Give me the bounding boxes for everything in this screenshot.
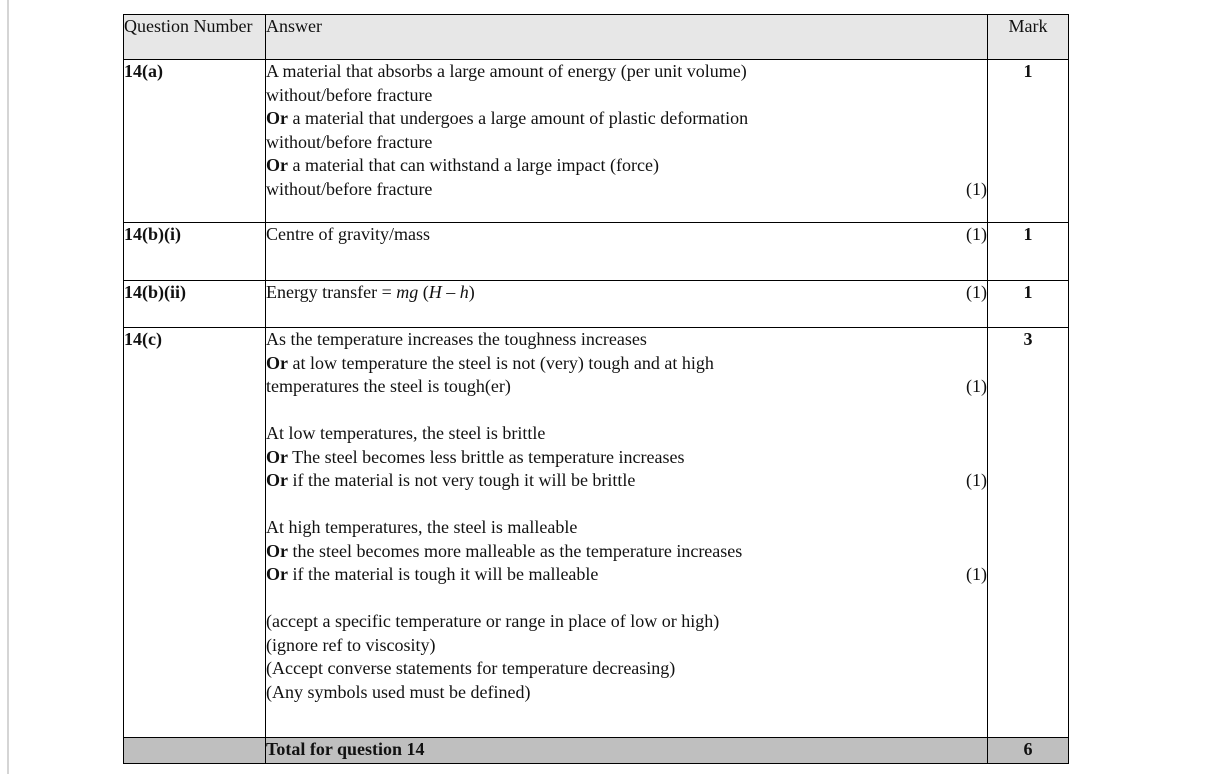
answer-line xyxy=(266,223,987,247)
answer-line xyxy=(266,540,987,564)
line-text: Or a material that can withstand a large impact (force) xyxy=(266,155,659,175)
point-marker: (1) xyxy=(966,178,987,199)
answer-cell xyxy=(266,328,988,738)
line-text: (accept a specific temperature or range in place of low or high) xyxy=(266,611,720,631)
header-answer: Answer xyxy=(266,15,988,60)
mark-cell: 3 xyxy=(988,328,1069,738)
header-question-number: Question Number xyxy=(124,15,266,60)
question-number-cell: 14(b)(i) xyxy=(124,223,266,281)
table-row-14bi xyxy=(124,223,1069,281)
answer-line xyxy=(266,681,987,705)
table-row-14bii xyxy=(124,281,1069,328)
formula-text: Energy transfer = mg (H – h) xyxy=(266,282,475,302)
answer-line xyxy=(266,422,987,446)
page-edge-line xyxy=(7,0,9,774)
answer-line xyxy=(266,469,987,493)
total-row xyxy=(124,738,1069,764)
line-text: without/before fracture xyxy=(266,178,433,199)
answer-line xyxy=(266,563,987,587)
answer-line xyxy=(266,178,987,202)
question-number-cell: 14(b)(ii) xyxy=(124,281,266,328)
answer-cell xyxy=(266,281,988,328)
answer-line xyxy=(266,516,987,540)
mark-cell: 1 xyxy=(988,281,1069,328)
point-marker: (1) xyxy=(966,224,987,244)
answer-line xyxy=(266,610,987,634)
line-text: Or a material that undergoes a large amount of plastic deformation xyxy=(266,108,749,128)
mark-cell: 1 xyxy=(988,60,1069,223)
answer-line xyxy=(266,657,987,681)
header-mark: Mark xyxy=(988,15,1069,60)
mark-cell: 1 xyxy=(988,223,1069,281)
answer-line xyxy=(266,131,987,155)
answer-line xyxy=(266,634,987,658)
answer-line xyxy=(266,154,987,178)
line-text: Or The steel becomes less brittle as temperature increases xyxy=(266,446,685,467)
line-text: Or if the material is tough it will be malleable xyxy=(266,564,599,584)
line-text: temperatures the steel is tough(er) xyxy=(266,376,511,396)
answer-line-blank xyxy=(266,587,987,611)
point-marker: (1) xyxy=(966,376,987,396)
point-marker: (1) xyxy=(966,282,987,302)
answer-line xyxy=(266,84,987,108)
answer-line xyxy=(266,107,987,131)
line-text: (Accept converse statements for temperature decreasing) xyxy=(266,658,676,678)
answer-cell xyxy=(266,60,988,223)
line-text: (ignore ref to viscosity) xyxy=(266,634,436,655)
answer-line-blank xyxy=(266,493,987,517)
question-number-cell: 14(a) xyxy=(124,60,266,223)
answer-line xyxy=(266,281,987,305)
point-marker: (1) xyxy=(966,470,987,490)
header-row xyxy=(124,15,1069,60)
answer-line xyxy=(266,375,987,399)
answer-line xyxy=(266,352,987,376)
total-mark-cell: 6 xyxy=(988,738,1069,764)
table-row-14a xyxy=(124,60,1069,223)
line-text: A material that absorbs a large amount of energy (per unit volume) xyxy=(266,61,747,81)
total-label: Total for question 14 xyxy=(266,738,988,764)
line-text: without/before fracture xyxy=(266,131,433,152)
mark-scheme-table xyxy=(123,14,1069,764)
answer-line xyxy=(266,60,987,84)
answer-line-blank xyxy=(266,399,987,423)
answer-line xyxy=(266,446,987,470)
line-text: At low temperatures, the steel is brittle xyxy=(266,423,546,443)
line-text: Or the steel becomes more malleable as the temperature increases xyxy=(266,540,743,561)
table-row-14c xyxy=(124,328,1069,738)
line-text: (Any symbols used must be defined) xyxy=(266,681,531,702)
line-text: Or if the material is not very tough it will be brittle xyxy=(266,470,636,490)
answer-line xyxy=(266,328,987,352)
line-text: At high temperatures, the steel is malleable xyxy=(266,517,578,537)
line-text: Centre of gravity/mass xyxy=(266,224,430,244)
point-marker: (1) xyxy=(966,564,987,584)
line-text: Or at low temperature the steel is not (very) tough and at high xyxy=(266,352,714,373)
answer-cell xyxy=(266,223,988,281)
line-text: As the temperature increases the toughness increases xyxy=(266,329,647,349)
total-empty-cell xyxy=(124,738,266,764)
question-number-cell: 14(c) xyxy=(124,328,266,738)
line-text: without/before fracture xyxy=(266,84,433,105)
